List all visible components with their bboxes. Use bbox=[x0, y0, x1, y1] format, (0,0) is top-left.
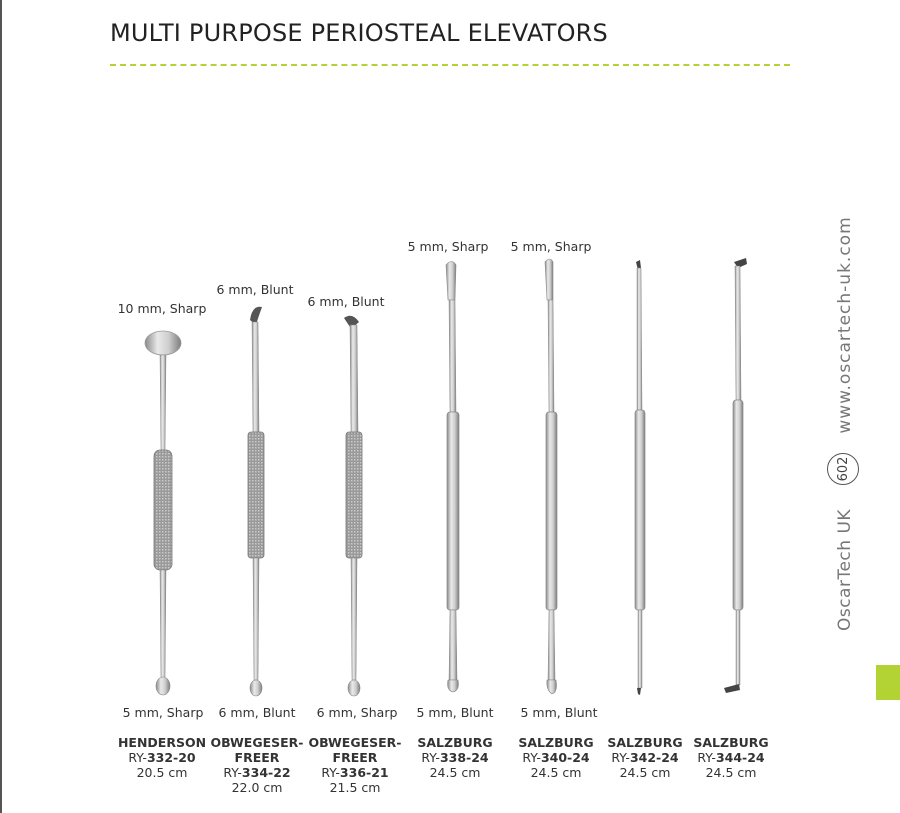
instrument-salzburg-342 bbox=[635, 260, 645, 695]
instrument-name-line2: FREER bbox=[234, 750, 280, 765]
instrument-caption bbox=[309, 735, 402, 795]
instrument-name: OBWEGESER- bbox=[308, 735, 402, 750]
instrument-obwegeser-freer-336 bbox=[344, 316, 362, 696]
catalog-code: RY-342-24 bbox=[611, 750, 679, 765]
instrument-salzburg-338 bbox=[446, 262, 459, 693]
catalog-code: RY-332-20 bbox=[128, 750, 196, 765]
instrument-length: 24.5 cm bbox=[619, 765, 671, 780]
bottom-tip-label: 6 mm, Sharp bbox=[316, 705, 398, 720]
instrument-name: SALZBURG bbox=[518, 735, 594, 750]
instrument-salzburg-344 bbox=[724, 258, 747, 693]
catalog-code: RY-340-24 bbox=[522, 750, 590, 765]
instrument-length: 24.5 cm bbox=[530, 765, 582, 780]
instrument-caption bbox=[211, 735, 304, 795]
instrument-name: SALZBURG bbox=[417, 735, 493, 750]
catalog-code: RY-334-22 bbox=[223, 765, 291, 780]
top-tip-label: 10 mm, Sharp bbox=[117, 301, 207, 316]
catalog-code: RY-344-24 bbox=[697, 750, 765, 765]
instrument-length: 24.5 cm bbox=[429, 765, 481, 780]
bottom-tip-label: 6 mm, Blunt bbox=[218, 705, 296, 720]
instrument-name: SALZBURG bbox=[693, 735, 769, 750]
instrument-caption bbox=[693, 735, 768, 780]
instrument-caption bbox=[607, 735, 682, 780]
instrument-length: 24.5 cm bbox=[705, 765, 757, 780]
page-title: MULTI PURPOSE PERIOSTEAL ELEVATORS bbox=[110, 19, 608, 47]
top-tip-label: 6 mm, Blunt bbox=[307, 294, 385, 309]
instrument-name: HENDERSON bbox=[117, 735, 207, 750]
top-tip-label: 6 mm, Blunt bbox=[216, 282, 294, 297]
instrument-caption bbox=[417, 735, 492, 780]
instrument-henderson bbox=[145, 331, 181, 695]
website-text[interactable]: www.oscartech-uk.com bbox=[835, 216, 855, 434]
top-tip-label: 5 mm, Sharp bbox=[407, 239, 489, 254]
top-tip-label: 5 mm, Sharp bbox=[510, 239, 592, 254]
catalog-code: RY-338-24 bbox=[421, 750, 489, 765]
instrument-length: 21.5 cm bbox=[329, 780, 381, 795]
catalog-code: RY-336-21 bbox=[321, 765, 389, 780]
instrument-salzburg-340 bbox=[545, 259, 557, 694]
instrument-name: SALZBURG bbox=[607, 735, 683, 750]
instrument-name-line2: FREER bbox=[332, 750, 378, 765]
instrument-obwegeser-freer-334 bbox=[248, 307, 264, 696]
instrument-caption bbox=[518, 735, 593, 780]
instrument-caption bbox=[118, 735, 206, 780]
instrument-name: OBWEGESER- bbox=[210, 735, 304, 750]
bottom-tip-label: 5 mm, Blunt bbox=[520, 705, 598, 720]
bottom-tip-label: 5 mm, Sharp bbox=[122, 705, 204, 720]
brand-text: OscarTech UK bbox=[835, 508, 855, 632]
instrument-length: 20.5 cm bbox=[136, 765, 188, 780]
page-number-badge: 602 bbox=[827, 453, 859, 485]
instrument-length: 22.0 cm bbox=[231, 780, 283, 795]
bottom-tip-label: 5 mm, Blunt bbox=[416, 705, 494, 720]
